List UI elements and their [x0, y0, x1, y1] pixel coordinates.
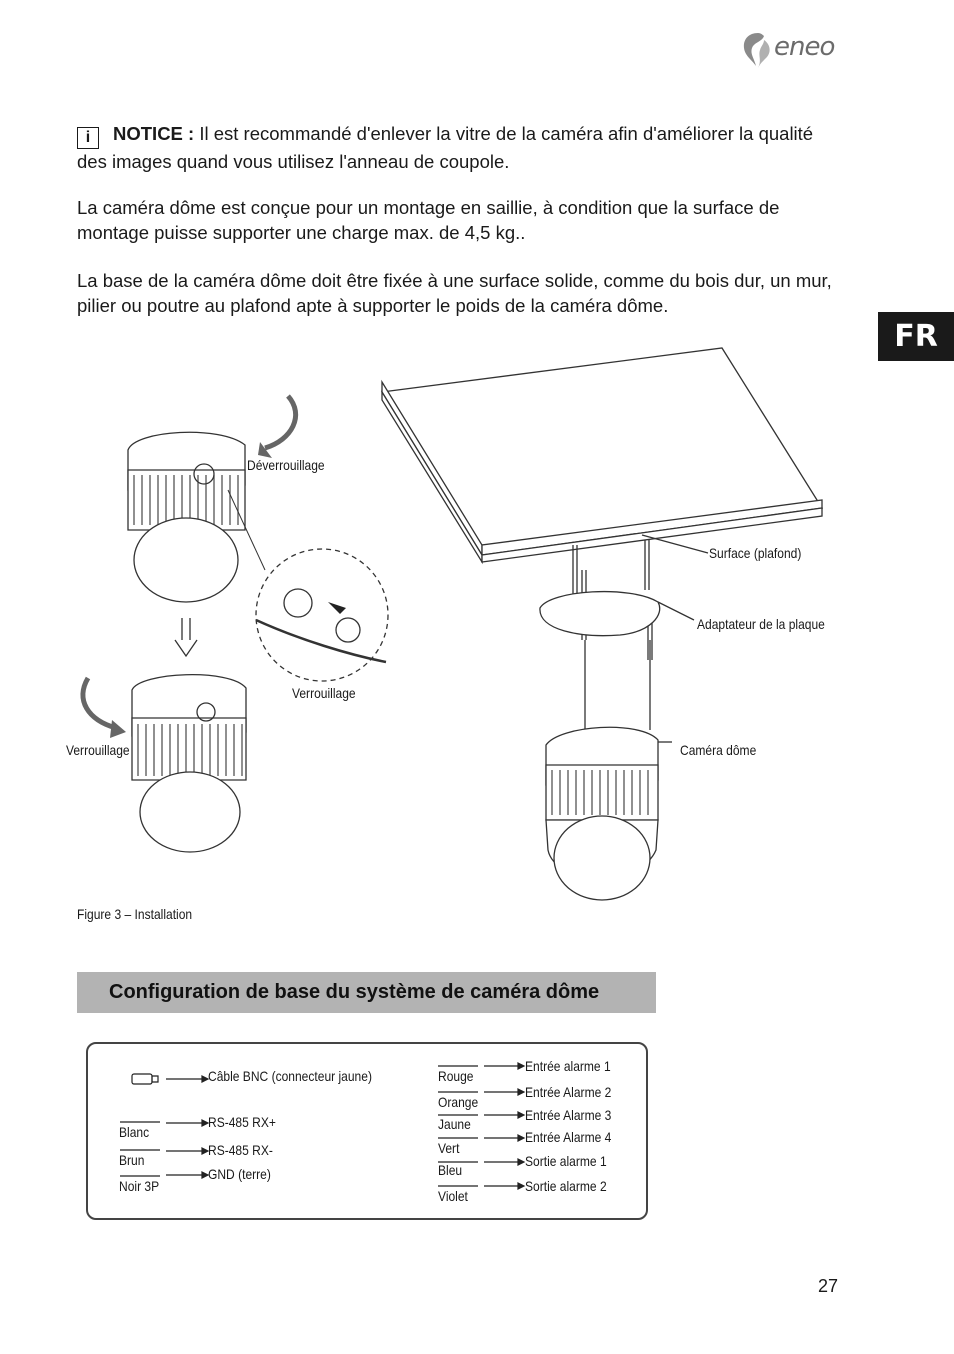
wire-name-violet: Violet — [438, 1188, 468, 1204]
wire-name-brun: Brun — [119, 1152, 145, 1168]
logo-mark-icon — [740, 30, 776, 70]
wire-signal-alarm-in-1: Entrée alarme 1 — [525, 1058, 611, 1074]
figure-caption: Figure 3 – Installation — [77, 906, 193, 922]
unlock-arrow-icon — [265, 396, 296, 448]
wire-name-bleu: Bleu — [438, 1162, 463, 1178]
surface-leader — [642, 535, 708, 553]
label-surface: Surface (plafond) — [709, 545, 802, 561]
language-tab: FR — [878, 312, 954, 361]
label-lock-left: Verrouillage — [66, 742, 130, 758]
dome-camera-right — [546, 727, 672, 900]
wire-signal-rx-plus: RS-485 RX+ — [208, 1114, 276, 1130]
lock-arrow-icon — [83, 678, 116, 728]
eneo-logo — [740, 28, 850, 72]
wire-signal-alarm-out-1: Sortie alarme 1 — [525, 1153, 607, 1169]
notice-block — [77, 121, 847, 174]
adapter-plate — [540, 592, 694, 636]
wiring-diagram — [86, 1042, 648, 1220]
wire-name-noir: Noir 3P — [119, 1178, 160, 1194]
label-unlock: Déverrouillage — [247, 457, 325, 473]
wire-signal-alarm-out-2: Sortie alarme 2 — [525, 1178, 607, 1194]
wire-name-jaune: Jaune — [438, 1116, 471, 1132]
paragraph-base: La base de la caméra dôme doit être fixée à une surface solide, comme du bois dur, un mur, pilier ou poutre au plafond apte à supporter le poids de la caméra dôme. — [77, 270, 832, 316]
wire-name-rouge: Rouge — [438, 1068, 474, 1084]
label-camera: Caméra dôme — [680, 742, 757, 758]
wire-name-blanc: Blanc — [119, 1124, 150, 1140]
wire-signal-alarm-in-2: Entrée Alarme 2 — [525, 1084, 612, 1100]
bnc-label: Câble BNC (connecteur jaune) — [208, 1068, 372, 1084]
ceiling-slab — [382, 348, 822, 562]
wire-signal-alarm-in-4: Entrée Alarme 4 — [525, 1129, 612, 1145]
info-icon: i — [77, 127, 99, 149]
dome-camera-upper-left — [128, 432, 245, 602]
wire-signal-alarm-in-3: Entrée Alarme 3 — [525, 1107, 612, 1123]
wire-name-orange: Orange — [438, 1094, 479, 1110]
down-arrow-icon — [175, 618, 197, 656]
page-number: 27 — [818, 1276, 839, 1296]
wire-signal-rx-minus: RS-485 RX- — [208, 1142, 273, 1158]
notice-text: Il est recommandé d'enlever la vitre de la caméra afin d'améliorer la qualité des images quand vous utilisez l'anneau de coupole. — [77, 123, 814, 172]
wire-name-vert: Vert — [438, 1140, 460, 1156]
wire-signal-gnd: GND (terre) — [208, 1166, 271, 1182]
section-title: Configuration de base du système de caméra dôme — [109, 981, 600, 1003]
section-heading-bar — [77, 972, 656, 1013]
bnc-connector-icon — [132, 1074, 158, 1084]
label-adapter: Adaptateur de la plaque — [697, 616, 825, 632]
dome-camera-lower-left — [132, 675, 246, 852]
paragraph-load: La caméra dôme est conçue pour un montage en saillie, à condition que la surface de montage puisse supporter une charge max. de 4,5 kg.. — [77, 197, 780, 243]
logo-text: eneo — [774, 32, 835, 62]
lock-detail-circle — [228, 490, 388, 681]
label-lock-detail: Verrouillage — [292, 685, 356, 701]
notice-label: NOTICE : — [113, 123, 195, 144]
